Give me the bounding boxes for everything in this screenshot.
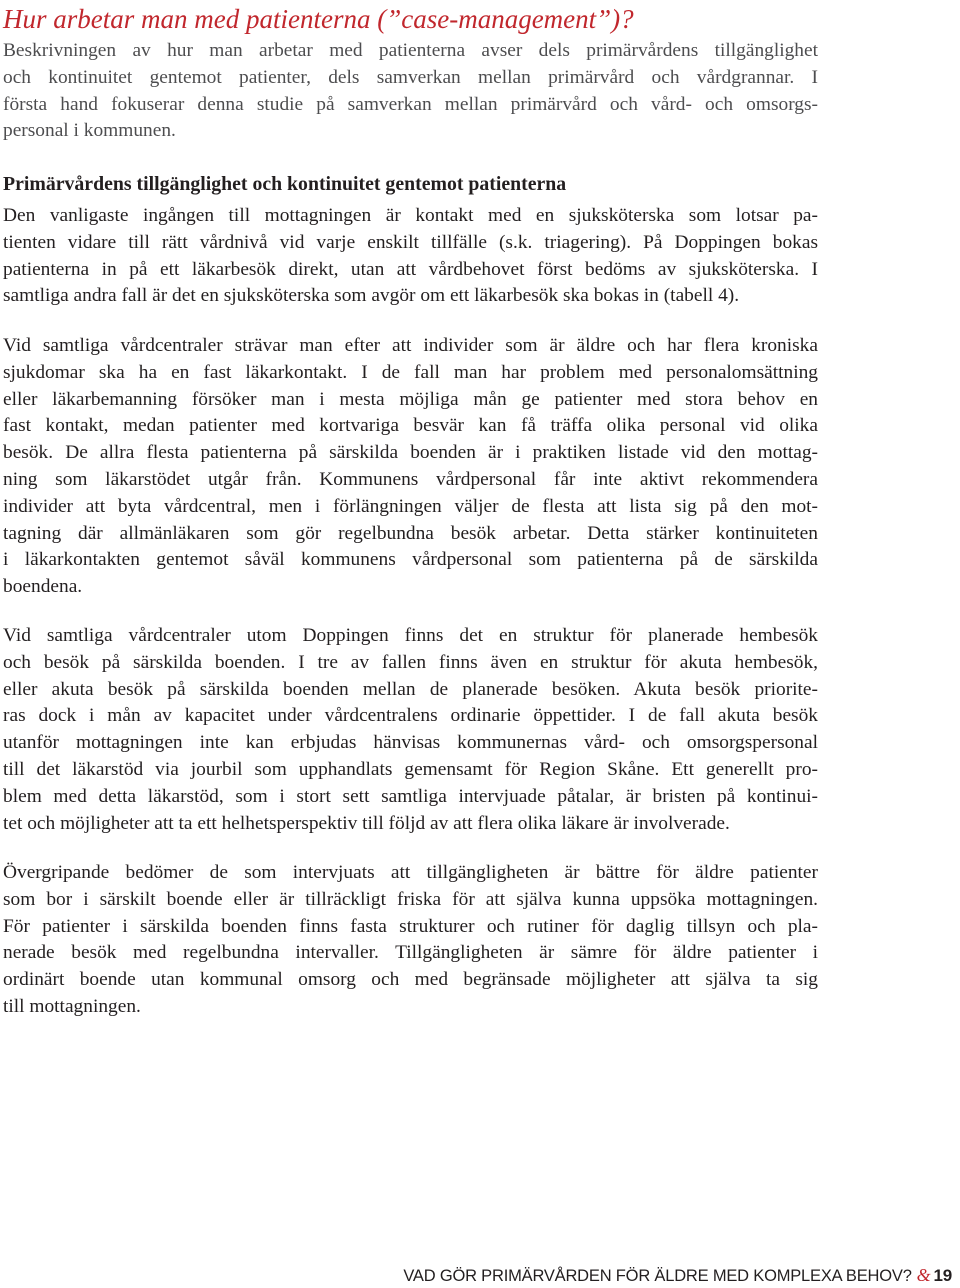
- text-line: ordinärt boende utan kommunal omsorg och med begränsade möjligheter att själva ta sig: [3, 969, 818, 991]
- text-line: Vid samtliga vårdcentraler strävar man efter att individer som är äldre och har flera kroniska: [3, 335, 818, 356]
- text-line: sjukdomar ska ha en fast läkarkontakt. I de fall man har problem med personalomsättning: [3, 361, 818, 383]
- text-line: Beskrivningen av hur man arbetar med patienterna avser dels primärvårdens tillgänglighet: [3, 40, 818, 61]
- text-line: Övergripande bedömer de som intervjuats att tillgängligheten är bättre för äldre patienter: [3, 862, 818, 883]
- text-line: blem med detta läkarstöd, som i stort sett samtliga intervjuade påtalar, är bristen på kontinui-: [3, 785, 818, 807]
- footer-title: VAD GÖR PRIMÄRVÅRDEN FÖR ÄLDRE MED KOMPLEXA BEHOV?: [403, 1267, 912, 1285]
- text-line: fast kontakt, medan patienter med kortvariga besvär kan få träffa olika personal vid olika: [3, 415, 818, 437]
- text-line: ras dock i mån av kapacitet under vårdcentralens ordinarie öppettider. I de fall akuta besök: [3, 705, 818, 727]
- text-line: För patienter i särskilda boenden finns fasta strukturer och rutiner för daglig tillsyn och pla-: [3, 915, 818, 937]
- text-line: Vid samtliga vårdcentraler utom Doppingen finns det en struktur för planerade hembesök: [3, 625, 818, 646]
- text-line: samtliga andra fall är det en sjuksköterska som avgör om ett läkarbesök ska bokas in (tabell 4).: [3, 285, 740, 307]
- text-line: nerade besök med regelbundna intervaller. Tillgängligheten är sämre för äldre patienter i: [3, 942, 818, 964]
- text-line: till det läkarstöd via jourbil som upphandlats gemensamt för Region Skåne. Ett generellt pro-: [3, 758, 818, 780]
- text-line: eller läkarbemanning försöker man i mesta möjliga mån ge patienter med stora behov en: [3, 388, 818, 410]
- text-line: tagning där allmänläkaren som gör regelbundna besök arbetar. Detta stärker kontinuiteten: [3, 522, 818, 544]
- text-line: patienterna in på ett läkarbesök direkt, utan att vårdbehovet först bedöms av sjuksköterska. I: [3, 258, 818, 280]
- text-line: Den vanligaste ingången till mottagningen är kontakt med en sjuksköterska som lotsar pa-: [3, 205, 818, 226]
- text-line: ning som läkarstödet utgår från. Kommunens vårdpersonal får inte aktivt rekommendera: [3, 468, 818, 490]
- text-line: personal i kommunen.: [3, 120, 176, 142]
- text-line: eller akuta besök på särskilda boenden mellan de planerade besöken. Akuta besök priorite-: [3, 678, 818, 700]
- text-line: till mottagningen.: [3, 995, 141, 1017]
- body-paragraph-3: [3, 623, 818, 837]
- text-line: besök. De allra flesta patienterna på särskilda boenden är i praktiken listade vid den mottag-: [3, 442, 818, 464]
- text-line: första hand fokuserar denna studie på samverkan mellan primärvård och vård- och omsorgs-: [3, 93, 818, 115]
- subsection-heading: Primärvårdens tillgänglighet och kontinuitet gentemot patienterna: [3, 173, 567, 195]
- body-paragraph-4: [3, 860, 818, 1021]
- text-line: individer att byta vårdcentral, men i förlängningen väljer de flesta att lista sig på den mot-: [3, 495, 818, 517]
- intro-paragraph: [3, 38, 818, 145]
- body-paragraph-2: [3, 333, 818, 601]
- body-paragraph-1: [3, 203, 818, 310]
- text-line: i läkarkontakten gentemot såväl kommunens vårdpersonal som patienterna på de särskilda: [3, 549, 818, 571]
- footer-ampersand: &: [916, 1265, 931, 1285]
- text-line: boendena.: [3, 576, 83, 598]
- text-line: tienten vidare till rätt vårdnivå vid varje enskilt tillfälle (s.k. triagering). På Doppingen bokas: [3, 231, 818, 253]
- page-number: 19: [933, 1266, 952, 1285]
- text-line: tet och möjligheter att ta ett helhetsperspektiv till följd av att flera olika läkare är involverade.: [3, 812, 730, 834]
- text-line: och kontinuitet gentemot patienter, dels samverkan mellan primärvård och vårdgrannar. I: [3, 66, 818, 88]
- text-line: utanför mottagningen inte kan erbjudas hänvisas kommunernas vård- och omsorgspersonal: [3, 732, 818, 754]
- text-line: och besök på särskilda boenden. I tre av fallen finns även en struktur för akuta hembesök,: [3, 651, 818, 673]
- page-footer: [403, 1264, 952, 1287]
- section-heading: Hur arbetar man med patienterna (”case-management”)?: [3, 4, 634, 34]
- text-line: som bor i särskilt boende eller är tillräckligt friska för att själva kunna uppsöka mottagningen.: [3, 888, 818, 910]
